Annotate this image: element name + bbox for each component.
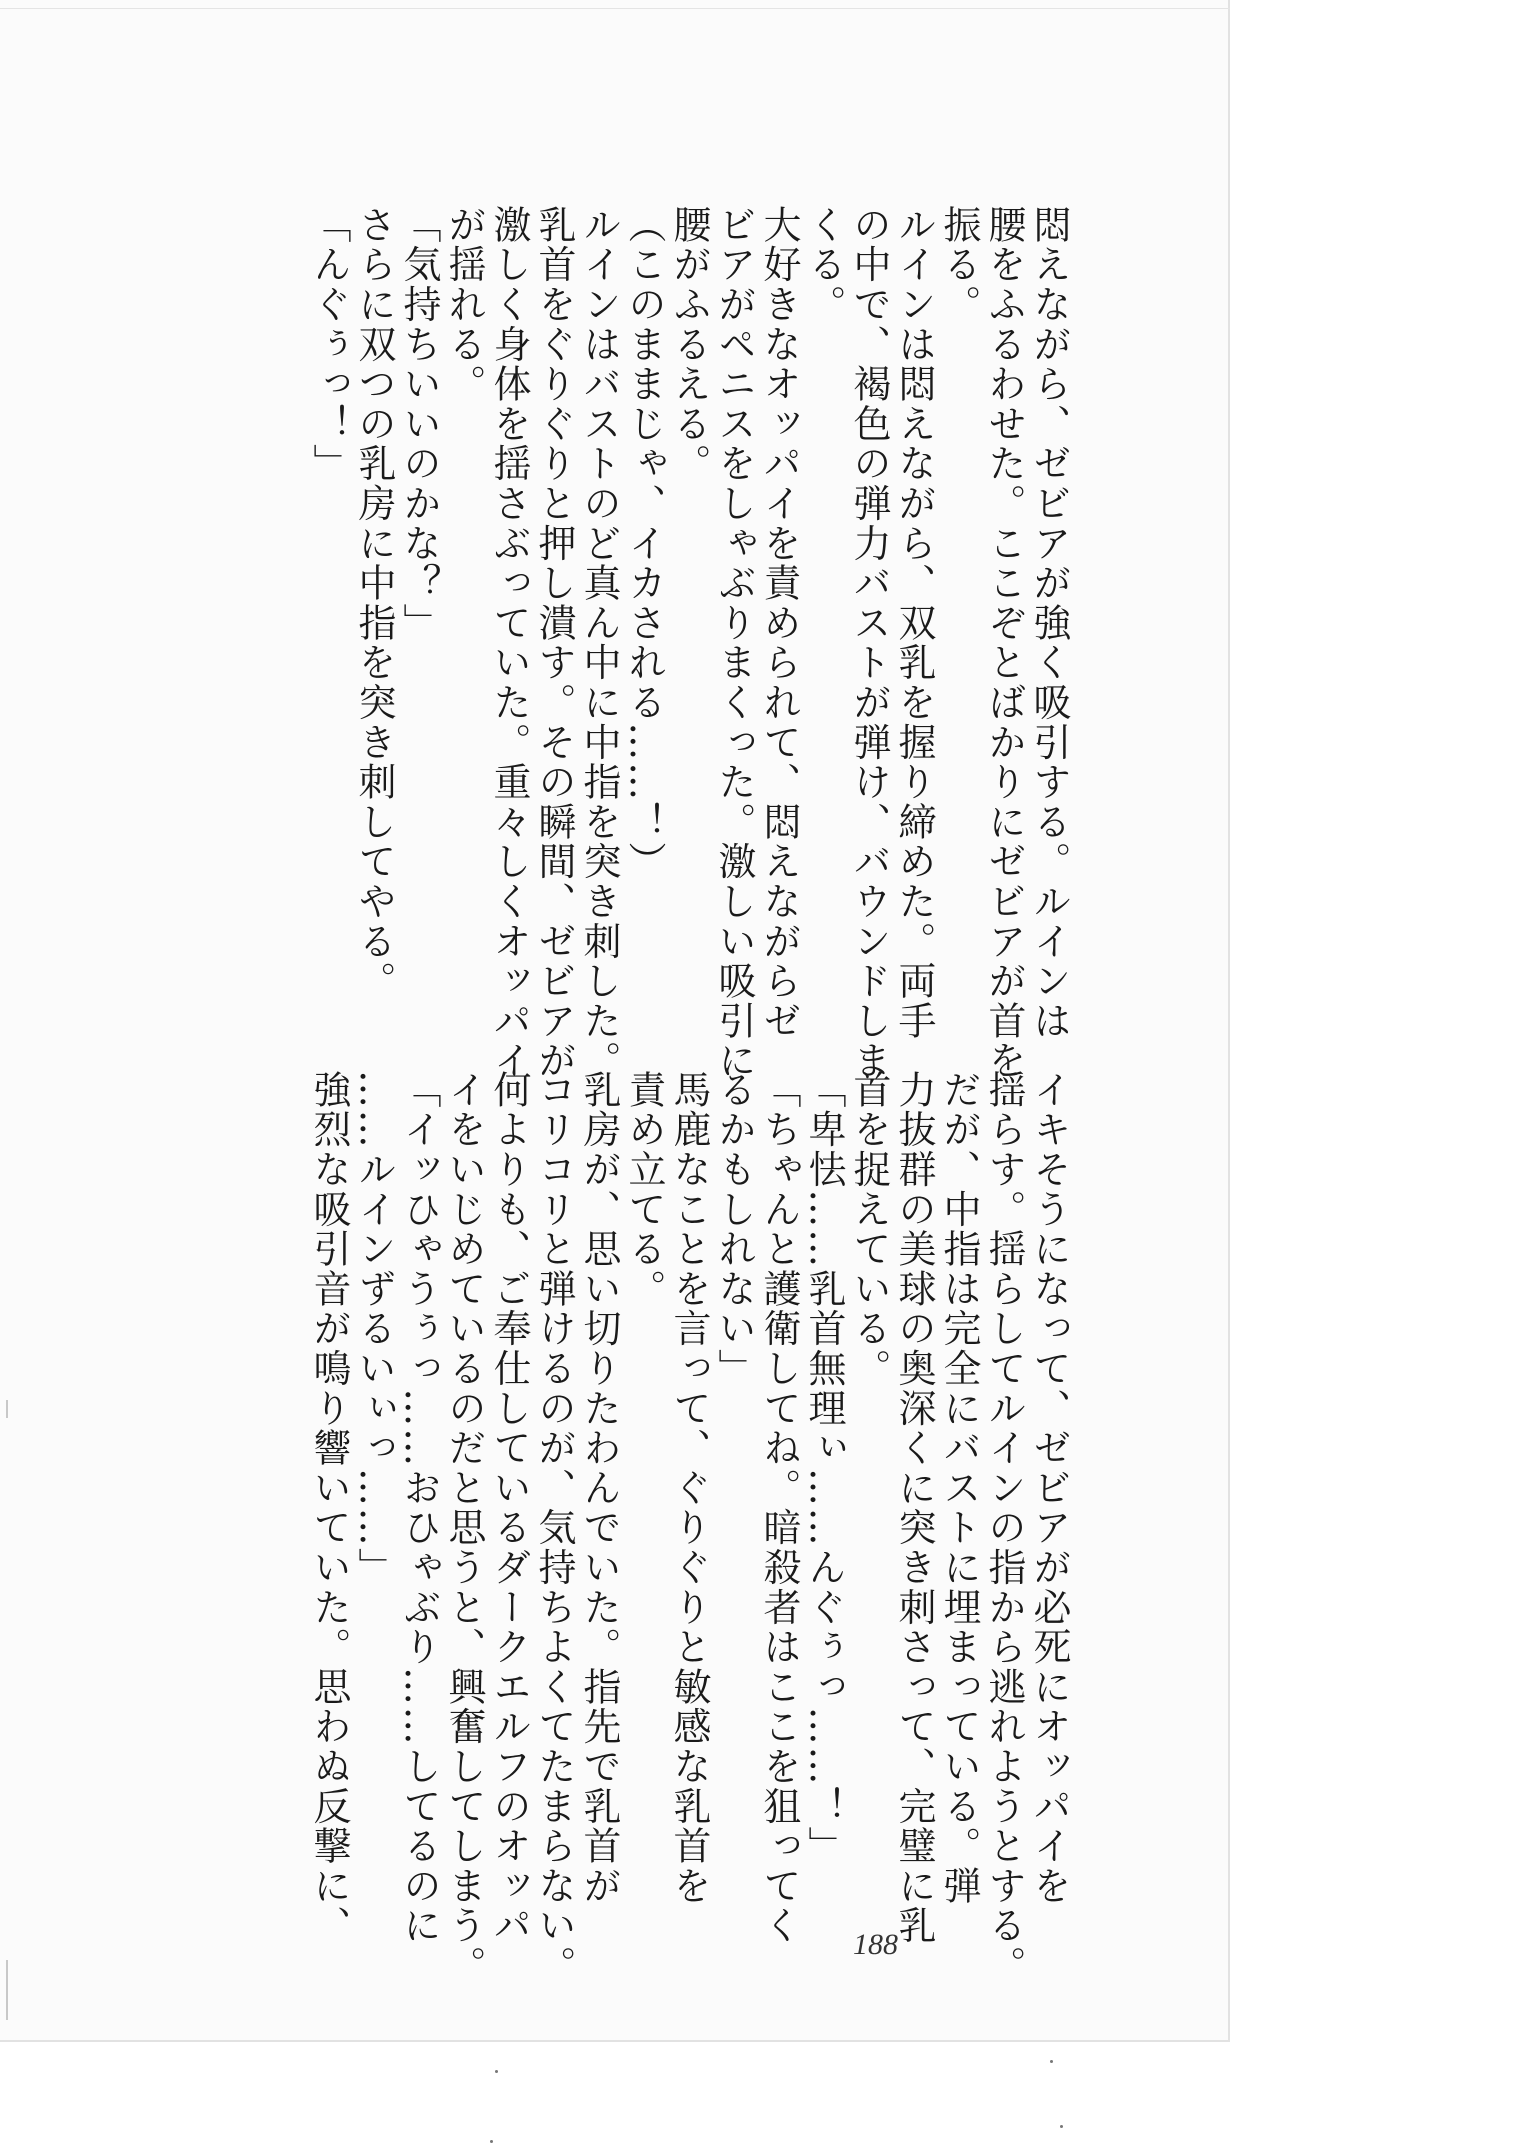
page-number: 188 bbox=[853, 1928, 898, 1961]
text-line: 何よりも、ご奉仕しているダークエルフのオッパ bbox=[487, 1070, 531, 1946]
text-line: 責め立てる。 bbox=[622, 1070, 666, 1309]
upper-text-block bbox=[306, 205, 1071, 1081]
text-line: 「卑怯……乳首無理ぃ……んぐぅっ……！」 bbox=[802, 1070, 846, 1866]
text-line: 激しく身体を揺さぶっていた。重々しくオッパイ bbox=[487, 205, 531, 1081]
text-line: 悶えながら、ゼビアが強く吸引する。ルインは bbox=[1027, 205, 1071, 1041]
text-line: が揺れる。 bbox=[442, 205, 486, 404]
text-line: だが、中指は完全にバストに埋まっている。弾 bbox=[937, 1070, 981, 1906]
text-line: イをいじめているのだと思うと、興奮してしまう。 bbox=[442, 1070, 486, 1986]
text-line: 強烈な吸引音が鳴り響いていた。思わぬ反撃に、 bbox=[307, 1070, 351, 1946]
text-line: 首を捉えている。 bbox=[847, 1070, 891, 1389]
text-line: 「気持ちいいのかな？」 bbox=[397, 205, 441, 643]
text-line: （このままじゃ、イカされる……！） bbox=[622, 205, 666, 882]
text-line: 馬鹿なことを言って、ぐりぐりと敏感な乳首を bbox=[667, 1070, 711, 1906]
text-line: 腰をふるわせた。ここぞとばかりにゼビアが首を bbox=[982, 205, 1026, 1081]
scan-edge-mark bbox=[6, 1960, 8, 2020]
text-line: イキそうになって、ゼビアが必死にオッパイを bbox=[1027, 1070, 1071, 1906]
dust-speck bbox=[490, 2140, 493, 2143]
dust-speck bbox=[495, 2070, 498, 2073]
text-line: 振る。 bbox=[937, 205, 981, 325]
text-line: ……ルインずるいぃっ……」 bbox=[352, 1070, 396, 1588]
text-line: るかもしれない」 bbox=[712, 1070, 756, 1389]
scan-edge-mark bbox=[6, 1400, 8, 1418]
scan-top-edge bbox=[0, 8, 1230, 9]
dust-speck bbox=[1060, 2125, 1063, 2128]
dust-speck bbox=[1050, 2060, 1053, 2063]
text-line: ルインは悶えながら、双乳を握り締めた。両手 bbox=[892, 205, 936, 1041]
text-line: の中で、褐色の弾力バストが弾け、バウンドしま bbox=[847, 205, 891, 1081]
text-line: 大好きなオッパイを責められて、悶えながらゼ bbox=[757, 205, 801, 1041]
text-line: 乳首をぐりぐりと押し潰す。その瞬間、ゼビアが bbox=[532, 205, 576, 1081]
text-line: 力抜群の美球の奥深くに突き刺さって、完璧に乳 bbox=[892, 1070, 936, 1946]
text-line: 乳房が、思い切りたわんでいた。指先で乳首が bbox=[577, 1070, 621, 1906]
text-line: ルインはバストのど真ん中に中指を突き刺した。 bbox=[577, 205, 621, 1081]
text-line: 「イッひゃうぅっ……おひゃぶり……してるのに bbox=[397, 1070, 441, 1946]
text-line: くる。 bbox=[802, 205, 846, 325]
text-line: 「んぐぅっ！」 bbox=[307, 205, 351, 484]
text-line: 「ちゃんと護衛してね。暗殺者はここを狙ってく bbox=[757, 1070, 801, 1946]
text-line: さらに双つの乳房に中指を突き刺してやる。 bbox=[352, 205, 396, 1001]
text-line: コリコリと弾けるのが、気持ちよくてたまらない。 bbox=[532, 1070, 576, 1986]
text-line: 腰がふるえる。 bbox=[667, 205, 711, 484]
text-line: ビアがペニスをしゃぶりまくった。激しい吸引に bbox=[712, 205, 756, 1081]
text-line: 揺らす。揺らしてルインの指から逃れようとする。 bbox=[982, 1070, 1026, 1986]
